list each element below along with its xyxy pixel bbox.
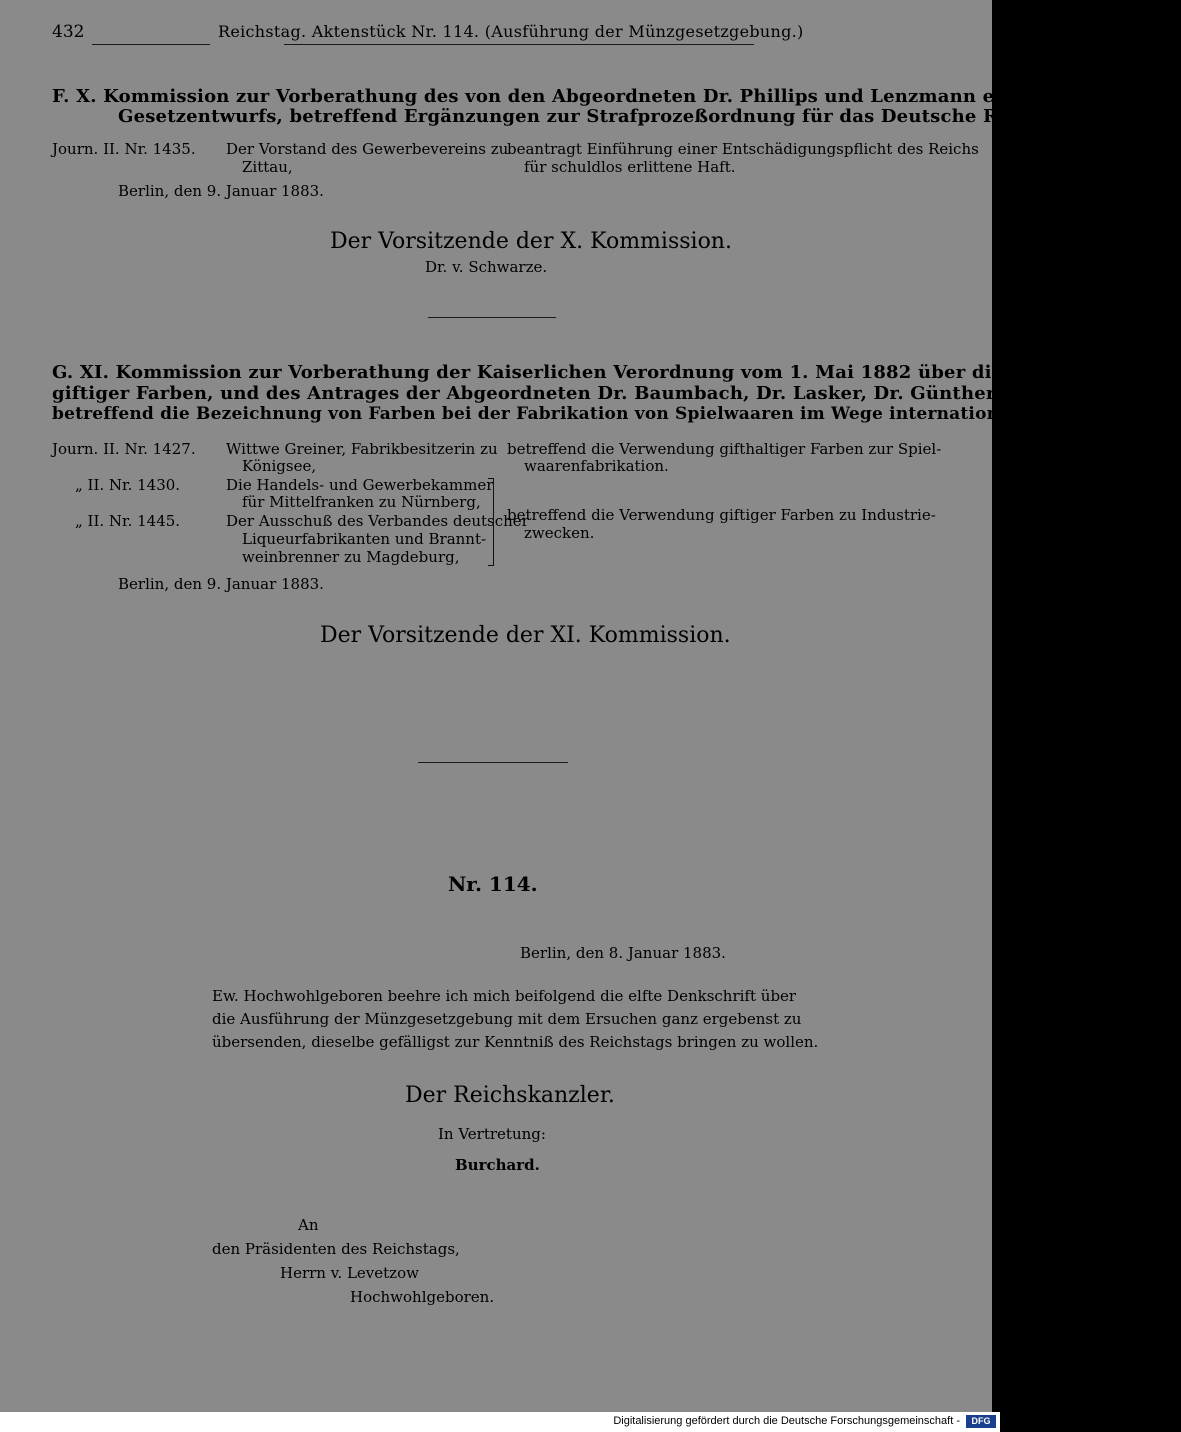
grouping-brace xyxy=(488,478,494,566)
letter-date: Berlin, den 8. Januar 1883. xyxy=(520,944,726,962)
section-g-petitioner-1445-line2: Liqueurfabrikanten und Brannt- xyxy=(242,530,487,548)
section-g-title-line3: betreffend die Bezeichnung von Farben bei der Fabrikation von Spielwaaren im Wege internationaler Vereinbarung. xyxy=(52,404,1181,424)
section-g-petitioner-1427-line1: Wittwe Greiner, Fabrikbesitzerin zu xyxy=(226,440,498,458)
section-f-journ: Journ. II. Nr. 1435. xyxy=(52,140,196,158)
section-g-title-line2: giftiger Farben, und des Antrages der Abgeordneten Dr. Baumbach, Dr. Lasker, Dr. Günther (Berlin), xyxy=(52,383,1091,404)
section-g-subject-1427-line1: betreffend die Verwendung gifthaltiger Farben zur Spiel- xyxy=(507,440,942,458)
section-g-journ-1427: Journ. II. Nr. 1427. xyxy=(52,440,196,458)
letter-line-2: die Ausführung der Münzgesetzgebung mit dem Ersuchen ganz ergebenst zu xyxy=(212,1010,802,1028)
section-g-petitioner-1445-line3: weinbrenner zu Magdeburg, xyxy=(242,548,460,566)
section-f-signature-name: Dr. v. Schwarze. xyxy=(425,258,548,276)
section-f-title-line1: F. X. Kommission zur Vorberathung des von den Abgeordneten Dr. Phillips und Lenzmann eingebrachten xyxy=(52,86,1132,107)
letter-line-3: übersenden, dieselbe gefälligst zur Kenntniß des Reichstags bringen zu wollen. xyxy=(212,1033,819,1051)
section-g-subject-1427-line2: waarenfabrikation. xyxy=(524,457,669,475)
digitization-footer xyxy=(0,1412,1000,1432)
footer-text: Digitalisierung gefördert durch die Deutsche Forschungsgemeinschaft - xyxy=(613,1415,960,1427)
section-g-petitioner-1427-line2: Königsee, xyxy=(242,457,317,475)
section-f-petitioner-line2: Zittau, xyxy=(242,158,293,176)
deputy-line: In Vertretung: xyxy=(438,1125,546,1143)
letter-line-1: Ew. Hochwohlgeboren beehre ich mich beifolgend die elfte Denkschrift über xyxy=(212,987,797,1005)
signature-title: Der Reichskanzler. xyxy=(405,1083,615,1108)
header-rule-right xyxy=(284,44,754,45)
section-f-signature-title: Der Vorsitzende der X. Kommission. xyxy=(330,229,732,254)
header-rule-left xyxy=(92,44,210,45)
section-divider xyxy=(428,317,556,318)
section-g-title-line1: G. XI. Kommission zur Vorberathung der Kaiserlichen Verordnung vom 1. Mai 1882 über die Verwendung xyxy=(52,362,1137,383)
section-f-title-line2: Gesetzentwurfs, betreffend Ergänzungen zur Strafprozeßordnung für das Deutsche Reich. xyxy=(118,106,1048,127)
page-number: 432 xyxy=(52,22,85,42)
address-line-1: An xyxy=(298,1216,319,1234)
section-f-petitioner-line1: Der Vorstand des Gewerbevereins zu xyxy=(226,140,509,158)
section-g-petitioner-1430-line2: für Mittelfranken zu Nürnberg, xyxy=(242,493,481,511)
section-f-date: Berlin, den 9. Januar 1883. xyxy=(118,182,324,200)
running-title: Reichstag. Aktenstück Nr. 114. (Ausführung der Münzgesetzgebung.) xyxy=(218,22,804,41)
section-g-petitioner-1445-line1: Der Ausschuß des Verbandes deutscher xyxy=(226,512,529,530)
section-g-shared-subject-line2: zwecken. xyxy=(524,524,595,542)
section-g-petitioner-1430-line1: Die Handels- und Gewerbekammer xyxy=(226,476,494,494)
section-g-shared-subject-line1: betreffend die Verwendung giftiger Farben zu Industrie- xyxy=(507,506,936,524)
section-f-subject-line2: für schuldlos erlittene Haft. xyxy=(524,158,736,176)
section-g-date: Berlin, den 9. Januar 1883. xyxy=(118,575,324,593)
section-f-subject-line1: beantragt Einführung einer Entschädigungspflicht des Reichs xyxy=(507,140,979,158)
section-g-journ-1445: „ II. Nr. 1445. xyxy=(75,512,181,530)
address-line-3: Herrn v. Levetzow xyxy=(280,1264,419,1282)
address-line-2: den Präsidenten des Reichstags, xyxy=(212,1240,460,1258)
section-g-signature-title: Der Vorsitzende der XI. Kommission. xyxy=(320,623,731,648)
signer-name: Burchard. xyxy=(455,1156,540,1174)
document-number-heading: Nr. 114. xyxy=(448,872,538,896)
dfg-logo: DFG xyxy=(966,1415,996,1428)
document-divider xyxy=(418,762,568,763)
section-g-journ-1430: „ II. Nr. 1430. xyxy=(75,476,181,494)
address-line-4: Hochwohlgeboren. xyxy=(350,1288,495,1306)
